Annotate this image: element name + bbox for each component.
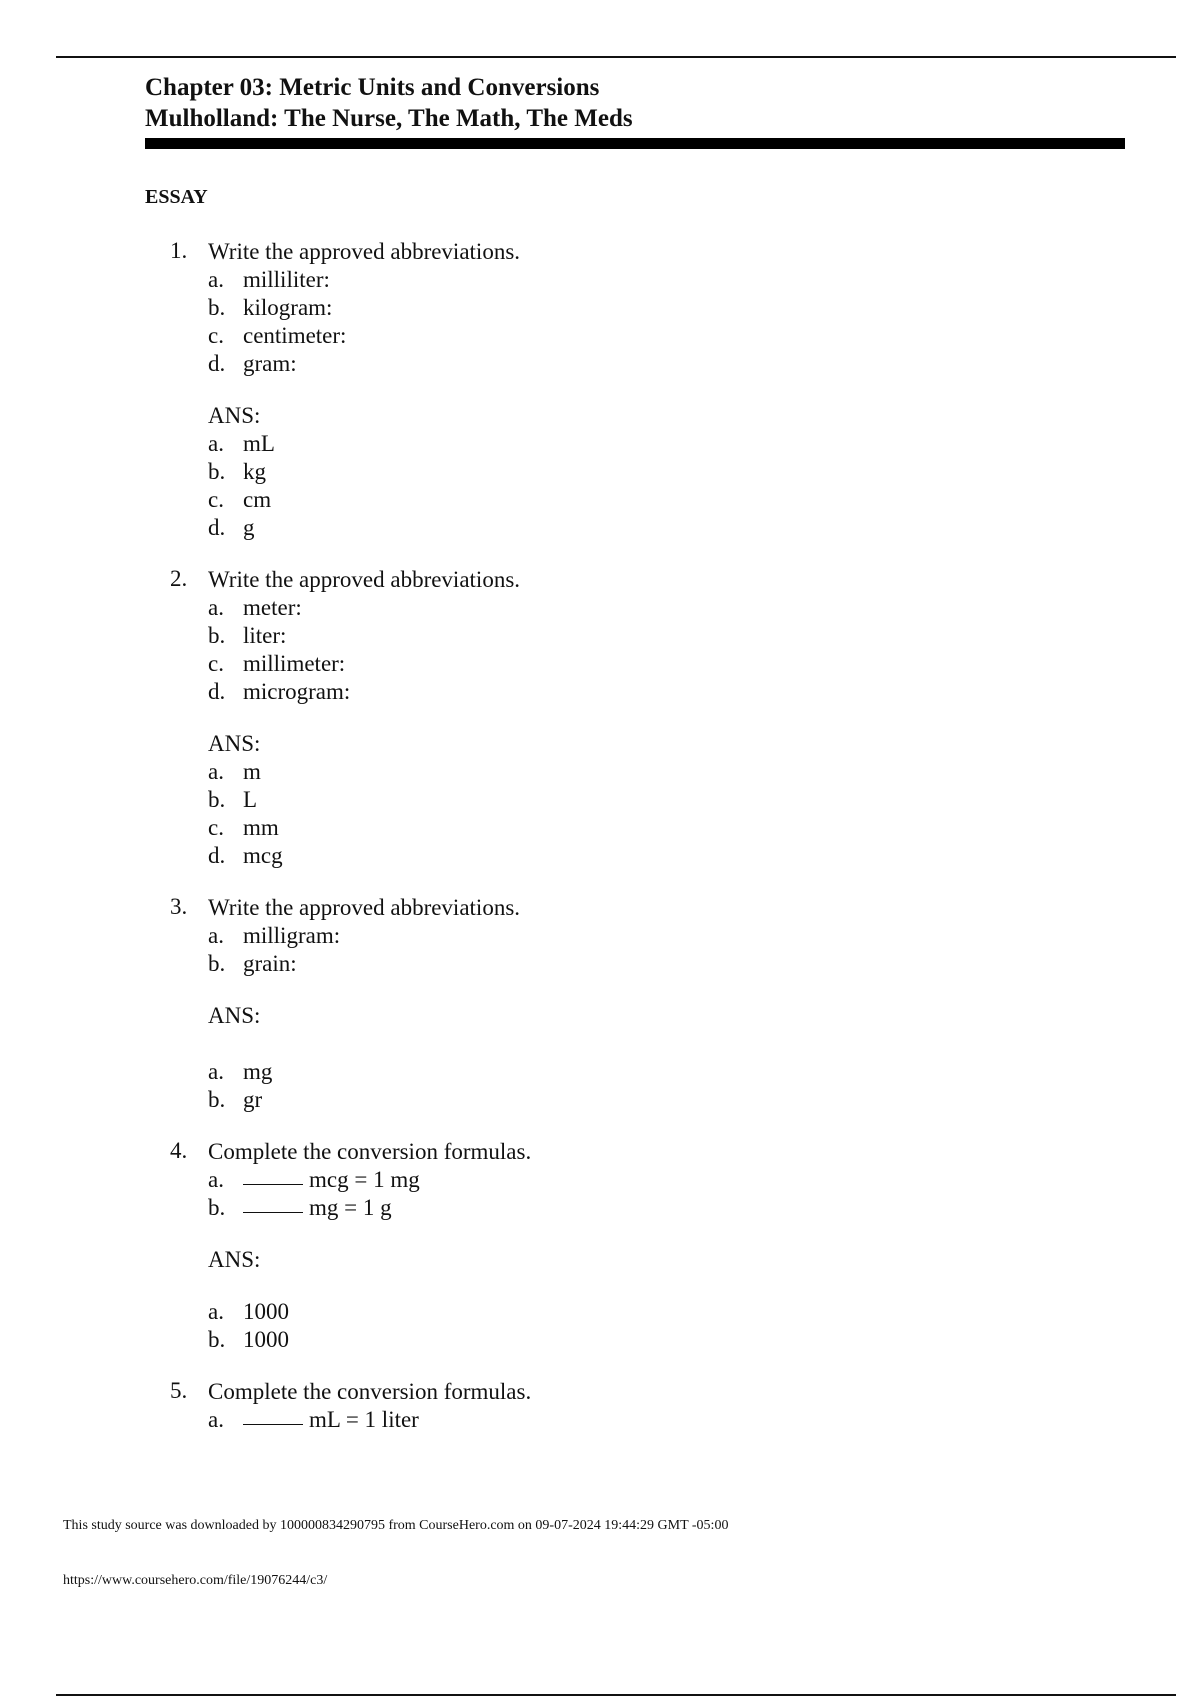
answer-item [208, 842, 1070, 870]
question-item [208, 294, 1070, 322]
question-number: 2. [170, 566, 188, 591]
question-3 [170, 894, 1070, 1114]
item-letter: b. [208, 951, 226, 976]
question-prompt: Complete the conversion formulas. [208, 1139, 532, 1164]
question-number: 1. [170, 238, 188, 263]
answer-label: ANS: [208, 403, 261, 428]
answer-label: ANS: [208, 1247, 261, 1272]
header-bar [145, 138, 1125, 149]
item-letter: a. [208, 1407, 224, 1432]
answer-text: gr [243, 1087, 263, 1112]
question-item [208, 350, 1070, 378]
answer-blank [243, 1406, 303, 1425]
item-letter: a. [208, 267, 224, 292]
item-letter: d. [208, 679, 226, 704]
answer-item [208, 786, 1070, 814]
answer-item [208, 458, 1070, 486]
answer-text: mg [243, 1059, 273, 1084]
item-letter: a. [208, 595, 224, 620]
answer-text: mcg [243, 843, 283, 868]
answer-text: 1000 [243, 1299, 289, 1324]
answer-letter: b. [208, 1087, 226, 1112]
item-text: kilogram: [243, 295, 333, 320]
answer-blank [243, 1166, 303, 1185]
item-letter: b. [208, 623, 226, 648]
question-prompt: Write the approved abbreviations. [208, 239, 521, 264]
answer-label: ANS: [208, 731, 261, 756]
download-notice: This study source was downloaded by 100000834290795 from CourseHero.com on 09-07-2024 19:44:29 GMT -05:00 [63, 1518, 729, 1533]
answer-letter: b. [208, 1327, 226, 1352]
question-item [208, 1166, 1070, 1194]
question-prompt: Write the approved abbreviations. [208, 895, 521, 920]
answer-item [208, 758, 1070, 786]
item-letter: a. [208, 923, 224, 948]
answer-letter: c. [208, 487, 224, 512]
question-item [208, 322, 1070, 350]
answer-item [208, 1058, 1070, 1086]
answer-label: ANS: [208, 1003, 261, 1028]
item-letter: c. [208, 323, 224, 348]
item-text: milliliter: [243, 267, 330, 292]
answer-text: mL [243, 431, 275, 456]
answer-letter: d. [208, 843, 226, 868]
document-header [145, 72, 1125, 149]
item-text: milligram: [243, 923, 341, 948]
question-prompt: Complete the conversion formulas. [208, 1379, 532, 1404]
answer-blank [243, 1194, 303, 1213]
answer-text: cm [243, 487, 272, 512]
question-number: 5. [170, 1378, 188, 1403]
answer-text: mm [243, 815, 279, 840]
section-heading: ESSAY [145, 186, 208, 208]
book-title: Mulholland: The Nurse, The Math, The Meds [145, 105, 633, 132]
answer-letter: b. [208, 459, 226, 484]
item-text: mcg = 1 mg [309, 1167, 420, 1192]
answer-letter: a. [208, 1059, 224, 1084]
item-text: mg = 1 g [309, 1195, 392, 1220]
answer-item [208, 1326, 1070, 1354]
question-item [208, 1194, 1070, 1222]
item-letter: a. [208, 1167, 224, 1192]
chapter-title: Chapter 03: Metric Units and Conversions [145, 74, 600, 101]
answer-text: m [243, 759, 261, 784]
item-letter: b. [208, 1195, 226, 1220]
question-prompt: Write the approved abbreviations. [208, 567, 521, 592]
answer-item [208, 430, 1070, 458]
answer-letter: a. [208, 759, 224, 784]
item-letter: c. [208, 651, 224, 676]
item-text: millimeter: [243, 651, 346, 676]
question-item [208, 950, 1070, 978]
question-number: 4. [170, 1138, 188, 1163]
question-item [208, 678, 1070, 706]
question-4 [170, 1138, 1070, 1354]
answer-text: L [243, 787, 258, 812]
bottom-rule [56, 1694, 1176, 1696]
item-text: microgram: [243, 679, 351, 704]
item-text: grain: [243, 951, 297, 976]
question-number: 3. [170, 894, 188, 919]
answer-item [208, 514, 1070, 542]
answer-item [208, 1298, 1070, 1326]
answer-letter: d. [208, 515, 226, 540]
question-1 [170, 238, 1070, 542]
answer-letter: a. [208, 431, 224, 456]
question-item [208, 1406, 1070, 1434]
item-letter: b. [208, 295, 226, 320]
answer-item [208, 1086, 1070, 1114]
question-item [208, 922, 1070, 950]
answer-text: kg [243, 459, 266, 484]
item-text: gram: [243, 351, 297, 376]
answer-letter: a. [208, 1299, 224, 1324]
question-item [208, 594, 1070, 622]
question-item [208, 266, 1070, 294]
top-rule [56, 56, 1176, 58]
question-2 [170, 566, 1070, 870]
source-url[interactable]: https://www.coursehero.com/file/19076244/c3/ [63, 1573, 328, 1588]
item-text: liter: [243, 623, 287, 648]
question-5 [170, 1378, 1070, 1434]
answer-item [208, 814, 1070, 842]
item-letter: d. [208, 351, 226, 376]
question-list [170, 238, 1070, 1434]
answer-letter: c. [208, 815, 224, 840]
question-item [208, 650, 1070, 678]
answer-item [208, 486, 1070, 514]
answer-text: g [243, 515, 255, 540]
answer-text: 1000 [243, 1327, 289, 1352]
item-text: meter: [243, 595, 302, 620]
question-item [208, 622, 1070, 650]
answer-letter: b. [208, 787, 226, 812]
item-text: centimeter: [243, 323, 347, 348]
item-text: mL = 1 liter [309, 1407, 419, 1432]
